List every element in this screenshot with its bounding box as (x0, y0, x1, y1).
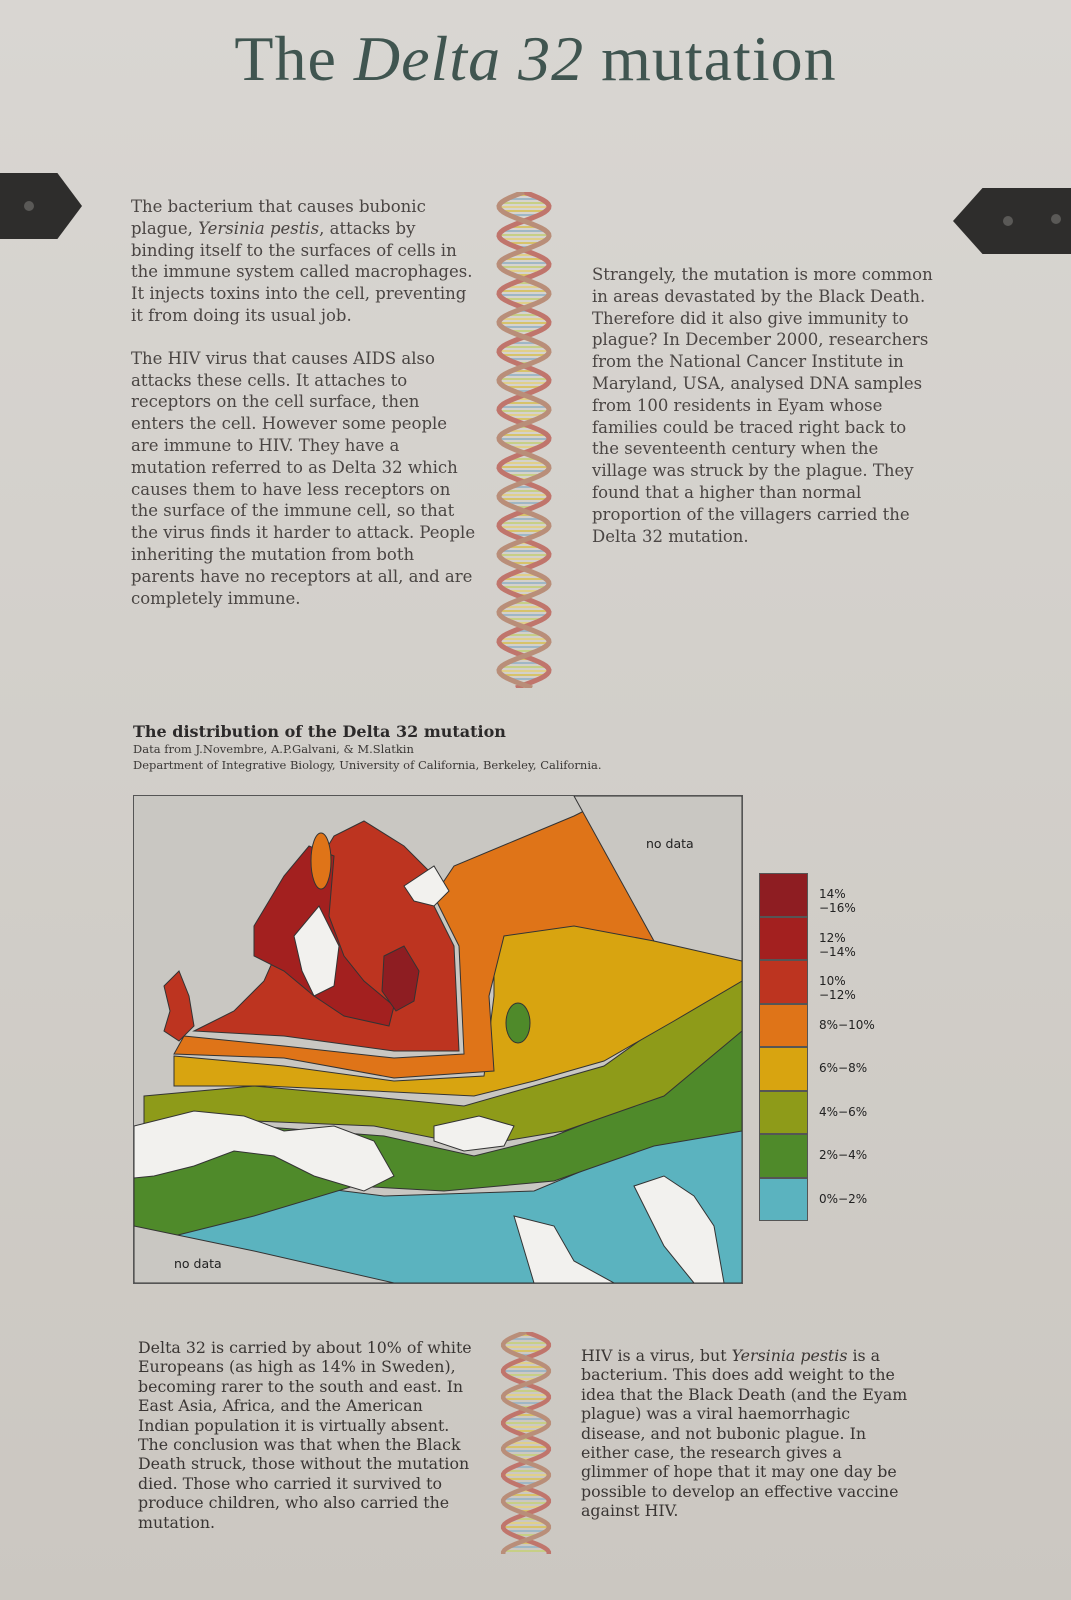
legend-label: 4%−6% (819, 1104, 868, 1119)
legend-item (759, 1004, 879, 1048)
intro-text (131, 196, 476, 630)
europe-map-graphic (134, 796, 742, 1283)
intro-paragraph-1: The bacterium that causes bubonic plague, Yersinia pestis, attacks by binding itself to the surfaces of cells in the immune system called macrophages. It injects toxins into the cell, preventing it from doing its usual job. (131, 197, 473, 325)
mounting-bracket-right (953, 188, 1071, 254)
legend-item (759, 1091, 879, 1135)
legend-swatch (759, 1047, 808, 1091)
no-data-label-top: no data (646, 836, 694, 851)
screw-icon (1003, 216, 1013, 226)
legend-swatch (759, 960, 808, 1004)
legend-label: 8%−10% (819, 1017, 875, 1032)
page-title: The Delta 32 mutation (234, 23, 837, 94)
legend-label: 2%−4% (819, 1148, 868, 1162)
dna-helix-icon (498, 1332, 554, 1554)
screw-icon (24, 201, 34, 211)
legend-item (759, 917, 879, 961)
legend-item (759, 1178, 879, 1222)
bottom-right-text: HIV is a virus, but Yersinia pestis is a bacterium. This does add weight to the idea that the Black Death (and the Eyam plague) was a viral haemorrhagic disease, and not bubonic plague. In either case, the research gives a glimmer of hope that it may one day be possible to develop an effective vaccine against HIV. (581, 1346, 908, 1521)
distribution-map (133, 795, 743, 1284)
legend-item (759, 960, 879, 1004)
dna-helix-icon (494, 192, 554, 688)
map-legend (759, 873, 879, 1221)
legend-swatch (759, 1004, 808, 1048)
intro-paragraph-2: The HIV virus that causes AIDS also attacks these cells. It attaches to receptors on the cell surface, then enters the cell. However some people are immune to HIV. They have a mutation referred to as Delta 32 which causes them to have less receptors on the surface of the immune cell, so that the virus finds it harder to attack. People inheriting the mutation from both parents have no receptors at all, and are completely immune. (131, 348, 476, 608)
legend-item (759, 1134, 879, 1178)
legend-swatch (759, 1178, 808, 1222)
legend-label: 12%−14% (819, 930, 856, 959)
legend-label: 0%−2% (819, 1191, 868, 1206)
legend-swatch (759, 873, 808, 917)
right-column-text: Strangely, the mutation is more common in areas devastated by the Black Death. Therefore did it also give immunity to plague? In December 2000, researchers from the National Cancer Institute in Maryland, USA, analysed DNA samples from 100 residents in Eyam whose families could be traced right back to the seventeenth century when the village was struck by the plague. They found that a higher than normal proportion of the villagers carried the Delta 32 mutation. (592, 265, 933, 546)
legend-swatch (759, 1091, 808, 1135)
legend-item (759, 873, 879, 917)
screw-icon (1051, 214, 1061, 224)
bottom-left-text: Delta 32 is carried by about 10% of white Europeans (as high as 14% in Sweden), becoming rarer to the south and east. In East Asia, Africa, and the American Indian population it is virtually absent. The conclusion was that when the Black Death struck, those without the mutation died. Those who carried it survived to produce children, who also carried the mutation. (138, 1338, 472, 1532)
map-source-line-2: Department of Integrative Biology, University of California, Berkeley, California. (133, 758, 602, 772)
map-title: The distribution of the Delta 32 mutation (133, 722, 506, 741)
legend-item (759, 1047, 879, 1091)
legend-swatch (759, 1134, 808, 1178)
legend-label: 14%−16% (819, 887, 856, 915)
legend-swatch (759, 917, 808, 961)
no-data-label-bottom: no data (174, 1256, 222, 1271)
legend-label: 10%−12% (819, 974, 856, 1002)
map-source-line-1: Data from J.Novembre, A.P.Galvani, & M.Slatkin (133, 742, 414, 756)
legend-label: 6%−8% (819, 1061, 868, 1075)
mounting-bracket-left (0, 173, 82, 239)
